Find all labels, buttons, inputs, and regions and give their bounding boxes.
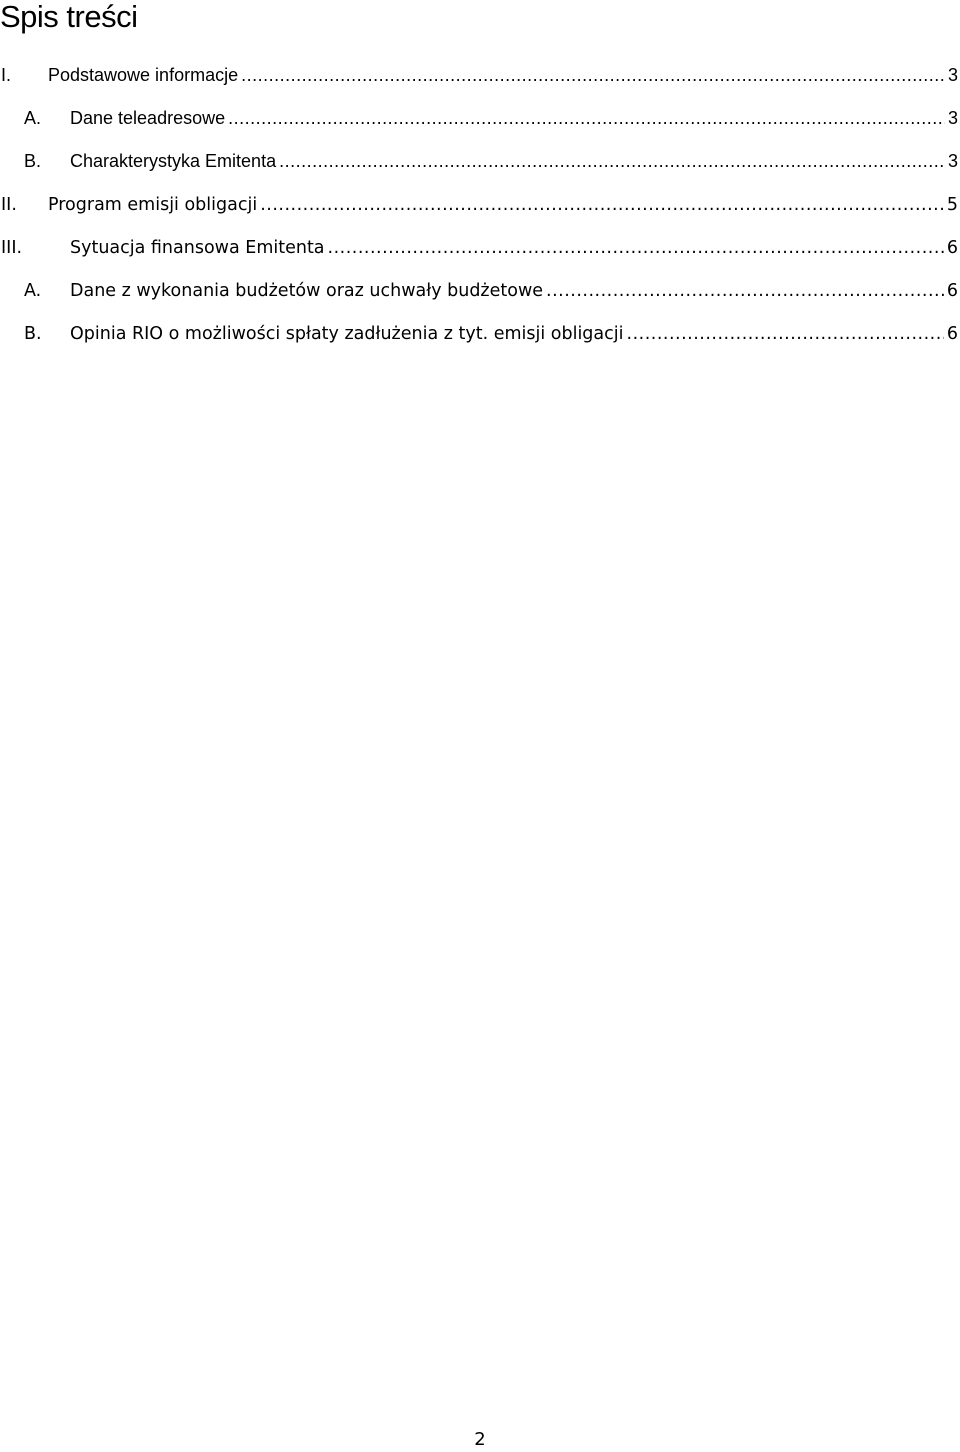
toc-entry-page: 6 bbox=[946, 281, 958, 301]
toc-entry-dane-teleadresowe[interactable] bbox=[0, 103, 960, 133]
toc-entry-page: 3 bbox=[947, 65, 958, 85]
toc-entry-page: 3 bbox=[947, 108, 958, 128]
toc-entry-number: I. bbox=[1, 65, 12, 85]
toc-entry-charakterystyka-emitenta[interactable] bbox=[0, 146, 960, 176]
toc-entry-sytuacja-finansowa-emitenta[interactable] bbox=[0, 233, 960, 263]
toc-dot-leader bbox=[260, 190, 944, 220]
toc-entry-label: Dane z wykonania budżetów oraz uchwały budżetowe bbox=[70, 281, 544, 301]
toc-entry-label: Program emisji obligacji bbox=[48, 195, 258, 215]
toc-entry-number: B. bbox=[24, 324, 42, 344]
toc-dot-leader bbox=[546, 276, 944, 306]
toc-dot-leader bbox=[627, 319, 944, 349]
toc-entry-dane-z-wykonania-budzetow[interactable] bbox=[0, 276, 960, 306]
toc-entry-number: A. bbox=[24, 108, 42, 128]
toc-entry-number: II. bbox=[1, 195, 17, 215]
toc-entry-label: Opinia RIO o możliwości spłaty zadłużenia z tyt. emisji obligacji bbox=[70, 324, 624, 344]
toc-entry-number: B. bbox=[24, 151, 42, 171]
toc-heading: Spis treści bbox=[0, 0, 138, 34]
toc-entry-page: 3 bbox=[947, 151, 958, 171]
toc-dot-leader bbox=[279, 146, 945, 176]
toc-entry-program-emisji-obligacji[interactable] bbox=[0, 190, 960, 220]
toc-dot-leader bbox=[328, 233, 944, 263]
toc-dot-leader bbox=[241, 60, 945, 90]
toc-entry-page: 5 bbox=[946, 195, 958, 215]
toc-entry-podstawowe-informacje[interactable] bbox=[0, 60, 960, 90]
toc-dot-leader bbox=[228, 103, 945, 133]
page-number: 2 bbox=[474, 1429, 486, 1450]
toc-entry-label: Charakterystyka Emitenta bbox=[70, 151, 277, 171]
toc-entry-label: Sytuacja finansowa Emitenta bbox=[70, 238, 325, 258]
toc-entry-opinia-rio[interactable] bbox=[0, 319, 960, 349]
toc-entry-label: Podstawowe informacje bbox=[48, 65, 239, 85]
toc-entry-page: 6 bbox=[946, 238, 958, 258]
toc-entry-page: 6 bbox=[946, 324, 958, 344]
toc-entry-label: Dane teleadresowe bbox=[70, 108, 226, 128]
toc-entry-number: III. bbox=[1, 238, 23, 258]
toc-entry-number: A. bbox=[24, 281, 42, 301]
